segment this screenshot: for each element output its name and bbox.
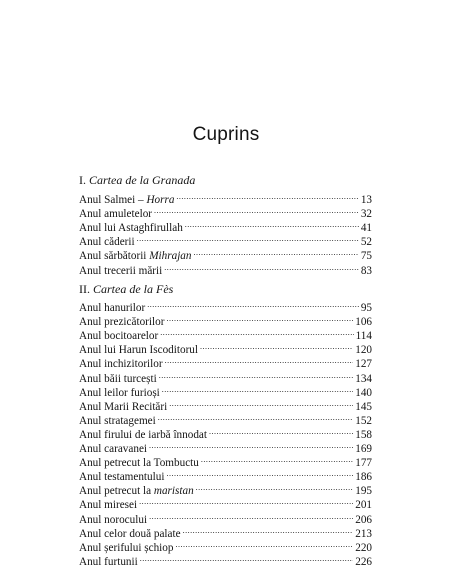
toc-entry — [79, 297, 372, 314]
toc-entry — [79, 551, 372, 568]
toc-entry-title-italic: Horra — [146, 194, 175, 206]
toc-entry — [79, 231, 372, 249]
toc-entry-title-text: Anul hanurilor — [79, 302, 146, 314]
section-heading — [79, 173, 195, 188]
page-number: 32 — [360, 208, 372, 221]
page-number: 195 — [355, 485, 372, 498]
page-number: 201 — [355, 499, 372, 512]
page-number: 106 — [355, 316, 372, 329]
dot-leader — [154, 203, 359, 217]
toc-entry-title-text: Anul amuletelor — [79, 208, 153, 221]
page-number: 13 — [360, 194, 372, 206]
dot-leader — [183, 523, 354, 537]
dot-leader — [176, 189, 358, 203]
dot-leader — [165, 353, 354, 367]
page-number: 52 — [360, 236, 372, 249]
page-number: 226 — [355, 555, 372, 568]
page-number: 220 — [355, 541, 372, 554]
toc-entry-title-text: Anul celor două palate — [79, 527, 181, 540]
toc-entry-title-italic: Mihrajan — [149, 250, 192, 263]
toc-entry-title-text: Anul băii turcești — [79, 372, 157, 385]
page-number: 169 — [355, 443, 372, 455]
toc-entry-title-text: Anul prezicătorilor — [79, 316, 165, 329]
section-heading — [79, 282, 173, 297]
dot-leader — [164, 260, 359, 274]
toc-entry-title-text: Anul stratagemei — [79, 414, 156, 427]
toc-entry — [79, 537, 372, 554]
toc-entry-title-text: Anul norocului — [79, 513, 148, 526]
toc-entry-title-text: Anul căderii — [79, 236, 135, 249]
toc-entry-title-text: Anul furtunii — [79, 555, 138, 568]
toc-entry — [79, 217, 372, 235]
toc-entry-title-italic: maristan — [153, 485, 194, 498]
toc-entry — [79, 466, 372, 484]
toc-entry-title-text: Anul bocitoarelor — [79, 330, 159, 343]
dot-leader — [139, 494, 353, 508]
toc-entry-title-text: Anul testamentului — [79, 471, 165, 484]
toc-entry — [79, 368, 372, 385]
toc-entry — [79, 325, 372, 343]
page-number: 75 — [360, 250, 372, 263]
toc-entry — [79, 424, 372, 441]
page-number: 41 — [360, 222, 372, 235]
page-title: Cuprins — [192, 124, 260, 145]
toc-entry-title-text: Anul lui Harun Iscoditorul — [79, 344, 199, 357]
page-number: 134 — [355, 372, 372, 385]
dot-leader — [193, 245, 358, 259]
toc-entry — [79, 245, 372, 263]
page-number: 152 — [355, 414, 372, 427]
toc-entry — [79, 339, 372, 357]
toc-entry — [79, 480, 372, 498]
toc-entry-title — [79, 264, 162, 278]
toc-entry-title-text: Anul șerifului șchiop — [79, 541, 174, 554]
dot-leader — [209, 424, 353, 438]
page-number: 213 — [355, 527, 372, 540]
toc-entry — [79, 452, 372, 470]
toc-entry-title-text: Anul petrecut la — [79, 485, 154, 498]
toc-entry-title-text: Anul sărbătorii — [79, 250, 150, 263]
toc-entry-title-text: Anul petrecut la Tombuctu — [79, 457, 199, 470]
dot-leader — [158, 410, 353, 424]
toc-entry-title-text: Anul miresei — [79, 499, 138, 512]
dot-leader — [137, 231, 359, 245]
dot-leader — [149, 509, 353, 523]
toc-entry — [79, 396, 372, 413]
toc-entry-title-text: Anul inchizitorilor — [79, 358, 163, 371]
dot-leader — [200, 339, 353, 353]
toc-entry — [79, 189, 372, 206]
toc-entry-title-text: Anul Salmei – — [79, 194, 147, 206]
page-number: 140 — [355, 386, 372, 399]
toc-entry-title-text: Anul lui Astaghfirullah — [79, 222, 183, 235]
dot-leader — [196, 480, 354, 494]
toc-entry-title-text: Anul trecerii mării — [79, 264, 163, 277]
toc-entry-title — [79, 555, 138, 569]
toc-entry — [79, 311, 372, 329]
page-number: 145 — [355, 400, 372, 413]
toc-entry — [79, 203, 372, 221]
toc-entry-title-text: Anul caravanei — [79, 443, 148, 455]
dot-leader — [140, 551, 353, 565]
dot-leader — [166, 466, 353, 480]
page-number: 206 — [355, 513, 372, 526]
dot-leader — [162, 382, 353, 396]
dot-leader — [169, 396, 353, 410]
page-number: 177 — [355, 457, 372, 470]
page-number: 83 — [360, 264, 372, 277]
toc-entry — [79, 382, 372, 399]
toc-entry-title-text: Anul leilor furioși — [79, 386, 160, 399]
page-number: 127 — [355, 358, 372, 371]
section-number: I. — [79, 173, 86, 187]
toc-entry — [79, 260, 372, 277]
dot-leader — [159, 368, 354, 382]
toc-entry — [79, 494, 372, 512]
toc-entry — [79, 353, 372, 371]
page-number: 186 — [355, 471, 372, 484]
toc-entry — [79, 509, 372, 526]
toc-entry — [79, 523, 372, 540]
section-title: Cartea de la Fès — [93, 282, 174, 296]
dot-leader — [166, 311, 353, 325]
dot-leader — [175, 537, 353, 551]
page-number: 120 — [355, 344, 372, 357]
page-number: 95 — [360, 302, 372, 314]
section-number: II. — [79, 282, 90, 296]
dot-leader — [185, 217, 359, 231]
dot-leader — [147, 297, 359, 311]
toc-entry-title-text: Anul Marii Recitări — [79, 400, 168, 413]
page-number: 158 — [355, 428, 372, 441]
toc-entry — [79, 410, 372, 427]
page-number: 114 — [355, 330, 372, 343]
dot-leader — [201, 452, 353, 466]
dot-leader — [149, 438, 353, 452]
toc-entry — [79, 438, 372, 455]
section-title: Cartea de la Granada — [89, 173, 196, 187]
dot-leader — [160, 325, 353, 339]
toc-entry-title-text: Anul firului de iarbă înnodat — [79, 428, 208, 441]
